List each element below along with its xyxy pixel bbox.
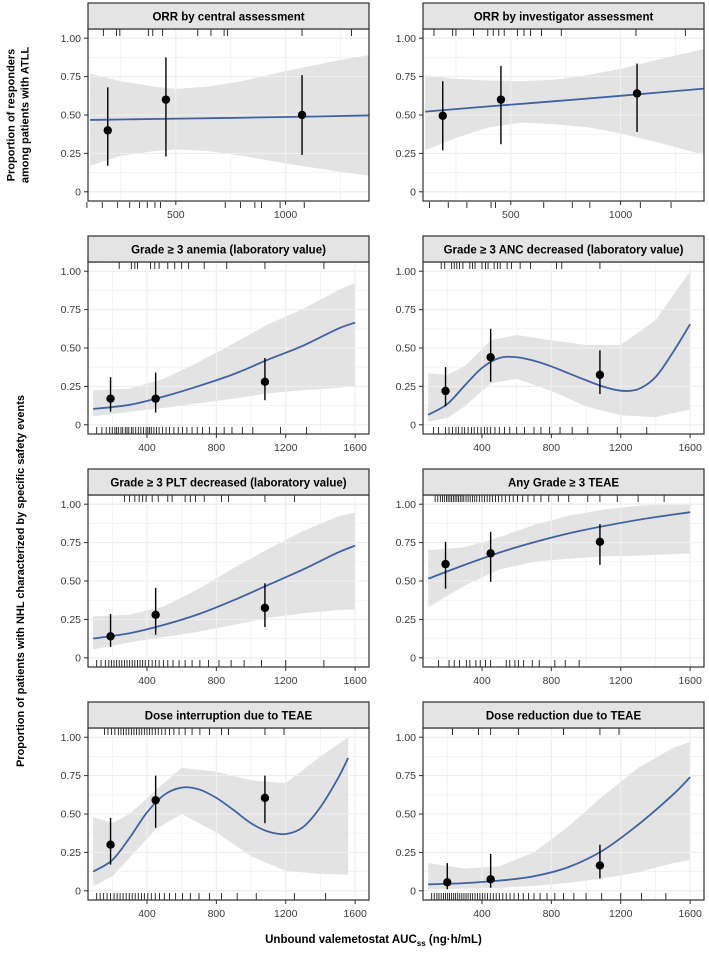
y-axis [396,33,423,199]
panel-title: ORR by investigator assessment [473,11,654,24]
svg-text:400: 400 [473,675,491,687]
panel-title: Any Grade ≥ 3 TEAE [507,477,620,490]
x-axis [473,434,702,454]
data-point [261,604,269,612]
x-axis-label [38,934,709,948]
svg-text:1600: 1600 [343,675,367,687]
svg-text:0: 0 [75,186,81,199]
svg-text:800: 800 [542,908,561,920]
svg-text:0.75: 0.75 [60,770,81,783]
svg-text:1.00: 1.00 [395,731,416,744]
panel-6 [373,466,708,699]
data-point [151,394,159,402]
data-point [261,378,269,386]
svg-text:1200: 1200 [609,908,633,920]
data-point [261,794,269,802]
panel-title: ORR by central assessment [152,11,305,24]
x-axis [138,667,367,687]
panel-title: Grade ≥ 3 ANC decreased (laboratory value) [443,244,684,257]
svg-text:0.75: 0.75 [395,304,416,317]
panel-title: Grade ≥ 3 PLT decreased (laboratory value) [110,477,347,490]
panel-svg [38,0,373,231]
svg-text:400: 400 [473,442,491,454]
panel-svg [373,466,708,697]
svg-text:1.00: 1.00 [395,32,416,45]
y-axis [396,266,423,432]
svg-text:1200: 1200 [274,675,298,687]
x-axis [167,201,297,221]
svg-text:0.50: 0.50 [395,109,416,122]
x-axis-label-main: Unbound valemetostat AUC [265,934,417,946]
svg-text:0.25: 0.25 [60,147,81,160]
panel-svg [38,466,373,697]
y-axis [396,499,423,665]
svg-text:800: 800 [207,675,226,687]
panel-title: Dose reduction due to TEAE [485,710,642,723]
svg-text:800: 800 [207,442,226,454]
svg-text:1.00: 1.00 [60,265,81,278]
svg-text:0.25: 0.25 [60,380,81,393]
svg-text:1600: 1600 [678,908,702,920]
svg-text:0: 0 [410,652,416,665]
svg-text:400: 400 [138,675,156,687]
panel-5 [38,466,373,699]
svg-text:0.25: 0.25 [395,147,416,160]
svg-text:0.75: 0.75 [395,71,416,84]
svg-text:1000: 1000 [273,209,298,221]
svg-text:0.75: 0.75 [395,770,416,783]
svg-text:1600: 1600 [678,442,702,454]
svg-text:0.25: 0.25 [395,613,416,626]
svg-text:1200: 1200 [274,442,298,454]
x-axis [473,900,702,920]
svg-text:0: 0 [410,419,416,432]
panel-title: Grade ≥ 3 anemia (laboratory value) [131,244,326,257]
svg-text:0.25: 0.25 [60,846,81,859]
svg-text:0.50: 0.50 [395,575,416,588]
data-point [162,95,170,103]
y-axis [396,732,423,898]
svg-text:0.50: 0.50 [395,342,416,355]
svg-text:0: 0 [75,652,81,665]
svg-text:1.00: 1.00 [60,32,81,45]
panel-2 [373,0,708,233]
svg-text:0.25: 0.25 [395,380,416,393]
data-point [106,394,114,402]
data-point [151,611,159,619]
svg-text:1.00: 1.00 [60,731,81,744]
x-axis-label-unit: (ng·h/mL) [425,934,482,946]
panel-7 [38,699,373,932]
svg-text:1200: 1200 [274,908,298,920]
svg-text:400: 400 [138,442,156,454]
svg-text:400: 400 [473,908,491,920]
y-axis [61,732,88,898]
svg-text:0.50: 0.50 [60,109,81,122]
svg-text:0.75: 0.75 [395,537,416,550]
data-point [596,371,604,379]
svg-text:1600: 1600 [678,675,702,687]
data-point [486,353,494,361]
svg-text:800: 800 [207,908,226,920]
panel-1 [38,0,373,233]
panel-title: Dose interruption due to TEAE [144,710,313,723]
panel-svg [373,0,708,231]
panel-svg [373,699,708,930]
y-axis-label-nhl: Proportion of patients with NHL characterized by specific safety events [15,394,27,768]
y-axis [61,499,88,665]
x-axis [138,434,367,454]
svg-text:800: 800 [542,442,561,454]
svg-text:500: 500 [502,209,520,221]
svg-text:0.75: 0.75 [60,71,81,84]
svg-text:0.50: 0.50 [60,342,81,355]
data-point [106,841,114,849]
data-point [633,89,641,97]
x-axis [502,201,632,221]
svg-text:0.25: 0.25 [395,846,416,859]
svg-text:0: 0 [410,186,416,199]
data-point [486,875,494,883]
svg-text:0: 0 [75,419,81,432]
svg-text:0.25: 0.25 [60,613,81,626]
panel-4 [373,233,708,466]
x-axis [138,900,367,920]
svg-text:1200: 1200 [609,675,633,687]
panel-svg [38,699,373,930]
svg-text:1600: 1600 [343,908,367,920]
data-point [151,796,159,804]
data-point [486,549,494,557]
x-axis-label-subscript: ss [416,939,426,948]
y-axis [61,33,88,199]
y-axis-label-atll-line1: Proportion of responders [5,48,18,182]
panel-grid [38,0,709,932]
y-axis-label-atll-line2: among patients with ATLL [20,46,32,184]
data-point [439,112,447,120]
panel-svg [373,233,708,464]
panel-svg [38,233,373,464]
svg-text:1.00: 1.00 [395,265,416,278]
svg-text:400: 400 [138,908,156,920]
svg-text:500: 500 [167,209,185,221]
data-point [106,632,114,640]
svg-text:0.50: 0.50 [60,808,81,821]
svg-text:0: 0 [410,885,416,898]
svg-text:1200: 1200 [609,442,633,454]
svg-text:0.50: 0.50 [395,808,416,821]
svg-text:1.00: 1.00 [60,498,81,511]
svg-text:1600: 1600 [343,442,367,454]
svg-text:1.00: 1.00 [395,498,416,511]
svg-text:800: 800 [542,675,561,687]
data-point [443,878,451,886]
panel-3 [38,233,373,466]
svg-text:0.75: 0.75 [60,304,81,317]
panel-8 [373,699,708,932]
svg-text:1000: 1000 [608,209,633,221]
y-axis-label-atll [5,47,34,183]
data-point [596,861,604,869]
y-axis [61,266,88,432]
svg-text:0.50: 0.50 [60,575,81,588]
data-point [441,560,449,568]
data-point [104,126,112,134]
data-point [596,538,604,546]
data-point [441,387,449,395]
svg-text:0: 0 [75,885,81,898]
data-point [298,111,306,119]
svg-text:0.75: 0.75 [60,537,81,550]
data-point [497,95,505,103]
x-axis [473,667,702,687]
